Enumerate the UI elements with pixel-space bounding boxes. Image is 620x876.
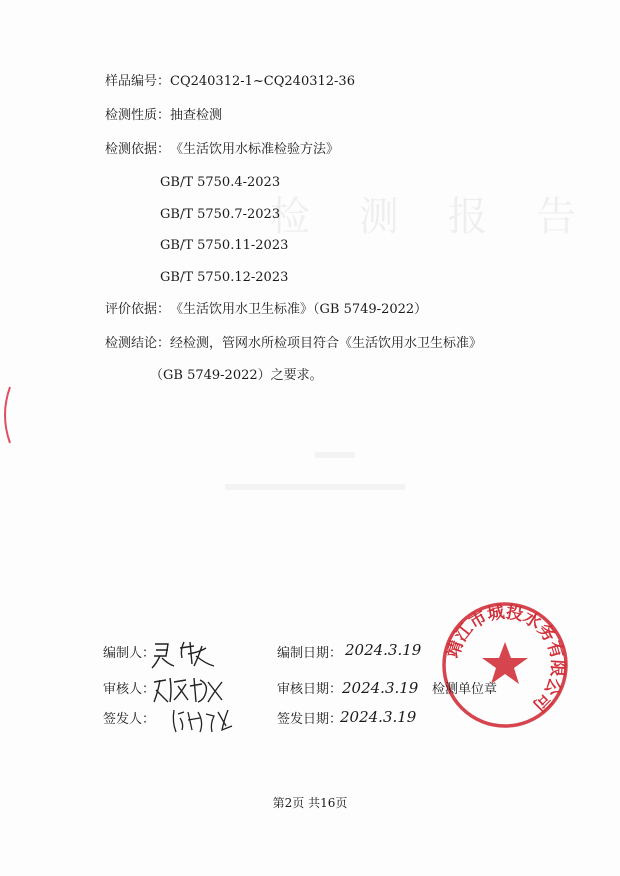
conclusion-label: 检测结论：	[105, 336, 171, 351]
standard-item: GB/T 5750.7-2023	[160, 207, 281, 222]
test-basis-label: 检测依据：	[105, 142, 171, 157]
evaluation-basis-label: 评价依据：	[105, 302, 171, 317]
show-through-mark	[225, 484, 405, 490]
company-seal	[440, 600, 570, 730]
seal-star	[482, 642, 528, 684]
compiler-label: 编制人：	[103, 646, 156, 661]
test-basis-value: 《生活饮用水标准检验方法》	[170, 142, 340, 157]
issue-date-label: 签发日期：	[277, 712, 343, 727]
test-nature-value: 抽查检测	[170, 108, 223, 123]
sample-number-label: 样品编号：	[105, 74, 171, 89]
evaluation-basis-row	[105, 302, 427, 318]
issue-date-value: 2024.3.19	[340, 708, 417, 726]
standard-item: GB/T 5750.4-2023	[160, 175, 281, 190]
compiler-signature	[150, 636, 220, 670]
issuer-signature	[170, 704, 240, 736]
testing-unit-seal-label: 检测单位章	[432, 682, 498, 697]
conclusion-row	[105, 336, 482, 352]
compile-date-value: 2024.3.19	[345, 641, 422, 659]
standard-item: GB/T 5750.11-2023	[160, 238, 289, 253]
seal-ring-text: 靖江市城投水务有限公司	[443, 602, 568, 715]
conclusion-continuation: （GB 5749-2022）之要求。	[150, 368, 323, 383]
standard-item: GB/T 5750.12-2023	[160, 270, 289, 285]
issuer-label: 签发人：	[103, 712, 156, 727]
conclusion-value: 经检测，管网水所检项目符合《生活饮用水卫生标准》	[170, 336, 483, 351]
reviewer-label: 审核人：	[103, 682, 156, 697]
compile-date-label: 编制日期：	[277, 646, 343, 661]
show-through-mark	[315, 452, 355, 458]
sample-number-value: CQ240312-1~CQ240312-36	[170, 74, 355, 89]
review-date-label: 审核日期：	[277, 682, 343, 697]
test-nature-row	[105, 108, 222, 124]
sample-number-row	[105, 74, 355, 90]
test-nature-label: 检测性质：	[105, 108, 171, 123]
edge-seal-mark	[2, 385, 12, 445]
show-through-text: 检 测 报 告	[270, 194, 595, 240]
review-date-value: 2024.3.19	[342, 679, 419, 697]
test-basis-row	[105, 142, 339, 158]
evaluation-basis-value: 《生活饮用水卫生标准》（GB 5749-2022）	[170, 302, 428, 317]
page-number: 第2页 共16页	[272, 796, 348, 810]
reviewer-signature	[150, 672, 230, 706]
